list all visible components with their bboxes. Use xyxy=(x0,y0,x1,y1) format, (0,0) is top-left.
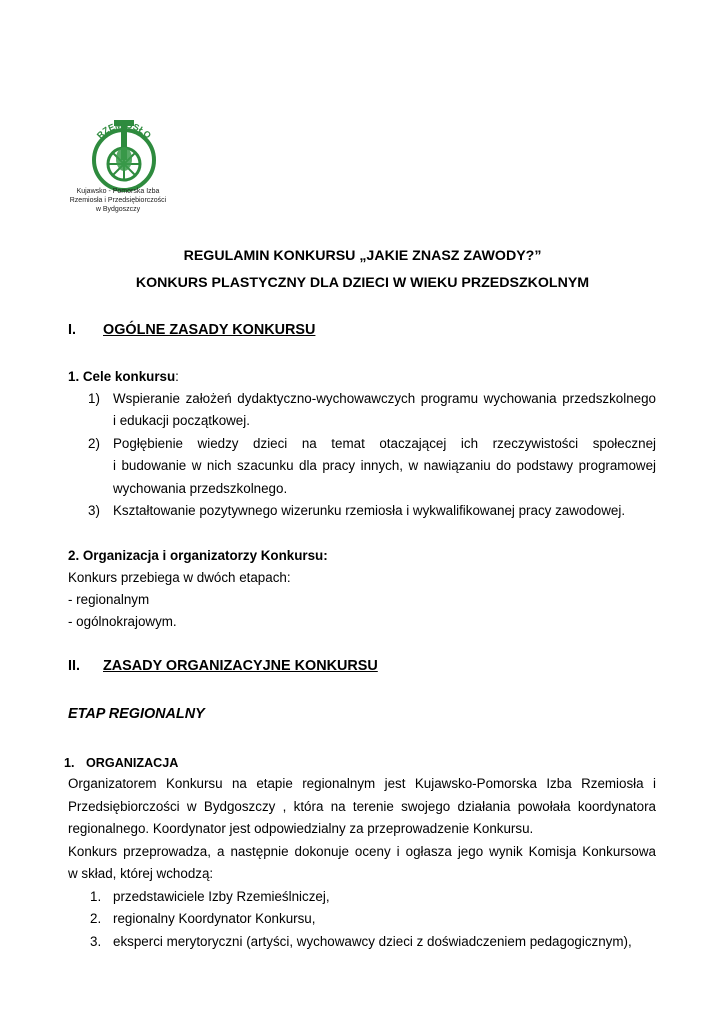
list-item-line: i budowanie w nich szacunku dla pracy innych, w nawiązaniu do podstawy programowej xyxy=(113,458,656,473)
list-number: 2. xyxy=(90,911,102,926)
list-number: 3) xyxy=(88,503,100,518)
paragraph-line: Przedsiębiorczości w Bydgoszczy , która na terenie swojego działania powołała koordynatora xyxy=(68,799,656,814)
paragraph-line: Konkurs przeprowadza, a następnie dokonuje oceny i ogłasza jego wynik Komisja Konkursowa xyxy=(68,844,656,859)
list-number: 2) xyxy=(88,436,100,451)
list-item-line: Kształtowanie pozytywnego wizerunku rzemiosła i wykwalifikowanej pracy zawodowej. xyxy=(113,503,626,518)
list-item: eksperci merytoryczni (artyści, wychowawcy dzieci z doświadczeniem pedagogicznym), xyxy=(113,934,632,949)
organizacja-label: 2. Organizacja i organizatorzy Konkursu: xyxy=(68,548,328,563)
document-title: REGULAMIN KONKURSU „JAKIE ZNASZ ZAWODY?” xyxy=(183,248,542,264)
cele-label: 1. Cele konkursu: xyxy=(68,369,179,384)
text-line: - regionalnym xyxy=(68,592,150,607)
list-item-line: Wspieranie założeń dydaktyczno-wychowawczych programu wychowania przedszkolnego xyxy=(113,391,656,406)
list-number: 3. xyxy=(90,934,102,949)
paragraph-line: regionalnego. Koordynator jest odpowiedzialny za przeprowadzenie Konkursu. xyxy=(68,821,534,836)
list-item: regionalny Koordynator Konkursu, xyxy=(113,911,316,926)
list-item: przedstawiciele Izby Rzemieślniczej, xyxy=(113,889,330,904)
organizacja-heading: 1. ORGANIZACJA xyxy=(64,756,179,770)
list-number: 1. xyxy=(90,889,102,904)
list-item-line: wychowania przedszkolnego. xyxy=(113,481,288,496)
paragraph-line: w skład, której wchodzą: xyxy=(68,866,214,881)
paragraph-line: Organizatorem Konkursu na etapie regionalnym jest Kujawsko-Pomorska Izba Rzemiosła i xyxy=(68,776,656,791)
list-item-line: i edukacji początkowej. xyxy=(113,413,250,428)
list-item-line: Pogłębienie wiedzy dzieci na temat otaczającej ich rzeczywistości społecznej xyxy=(113,436,656,451)
document-page: RZEMIOSŁO Kujawsko - Pomorska Izba Rzemiosła i Przedsiębiorczości w Bydgoszczy REGULAMIN KONKURSU „JAKIE ZNASZ ZAWODY?” KONKURS PLASTYCZNY DLA DZIECI W WIEKU PRZEDSZKOLNYM I. OGÓLNE ZASADY KONKURSU 1. Cele konkursu: 1) Wspieranie założeń dydaktyczno-wychowawczych programu wychowania przedszkolnego i edukacji początkowej. 2) Pogłębienie wiedzy dzieci na temat otaczającej ich rzeczywistości społecznej i budowanie w nich szacunku dla pracy innych, w nawiązaniu do podstawy programowej wychowania przedszkolnego. 3) Kształtowanie pozytywnego wizerunku rzemiosła i wykwalifikowanej pracy zawodowej. 2. Organizacja i organizatorzy Konkursu: Konkurs przebiega w dwóch etapach: - regionalnym - ogólnokrajowym. II. ZASADY ORGANIZACYJNE KONKURSU ETAP REGIONALNY 1. ORGANIZACJA Organizatorem Konkursu na etapie regionalnym jest Kujawsko-Pomorska Izba Rzemiosła i Przedsiębiorczości w Bydgoszczy , która na terenie swojego działania powołała koordynatora regionalnego. Koordynator jest odpowiedzialny za przeprowadzenie Konkursu. Konkurs przeprowadza, a następnie dokonuje oceny i ogłasza jego wynik Komisja Konkursowa w skład, której wchodzą: 1. przedstawiciele Izby Rzemieślniczej, 2. regionalny Koordynator Konkursu, 3. eksperci merytoryczni (artyści, wychowawcy dzieci z doświadczeniem pedagogicznym), xyxy=(0,0,725,1024)
list-number: 1) xyxy=(88,391,100,406)
text-line: Konkurs przebiega w dwóch etapach: xyxy=(68,570,291,585)
document-subtitle: KONKURS PLASTYCZNY DLA DZIECI W WIEKU PRZEDSZKOLNYM xyxy=(135,275,590,291)
svg-text:RZEMIOSŁO: RZEMIOSŁO xyxy=(94,119,154,141)
rzemioslo-logo xyxy=(84,114,164,194)
text-line: - ogólnokrajowym. xyxy=(68,614,177,629)
logo-caption: Kujawsko - Pomorska Izba Rzemiosła i Przedsiębiorczości w Bydgoszczy xyxy=(69,188,167,213)
etap-heading: ETAP REGIONALNY xyxy=(68,706,205,722)
